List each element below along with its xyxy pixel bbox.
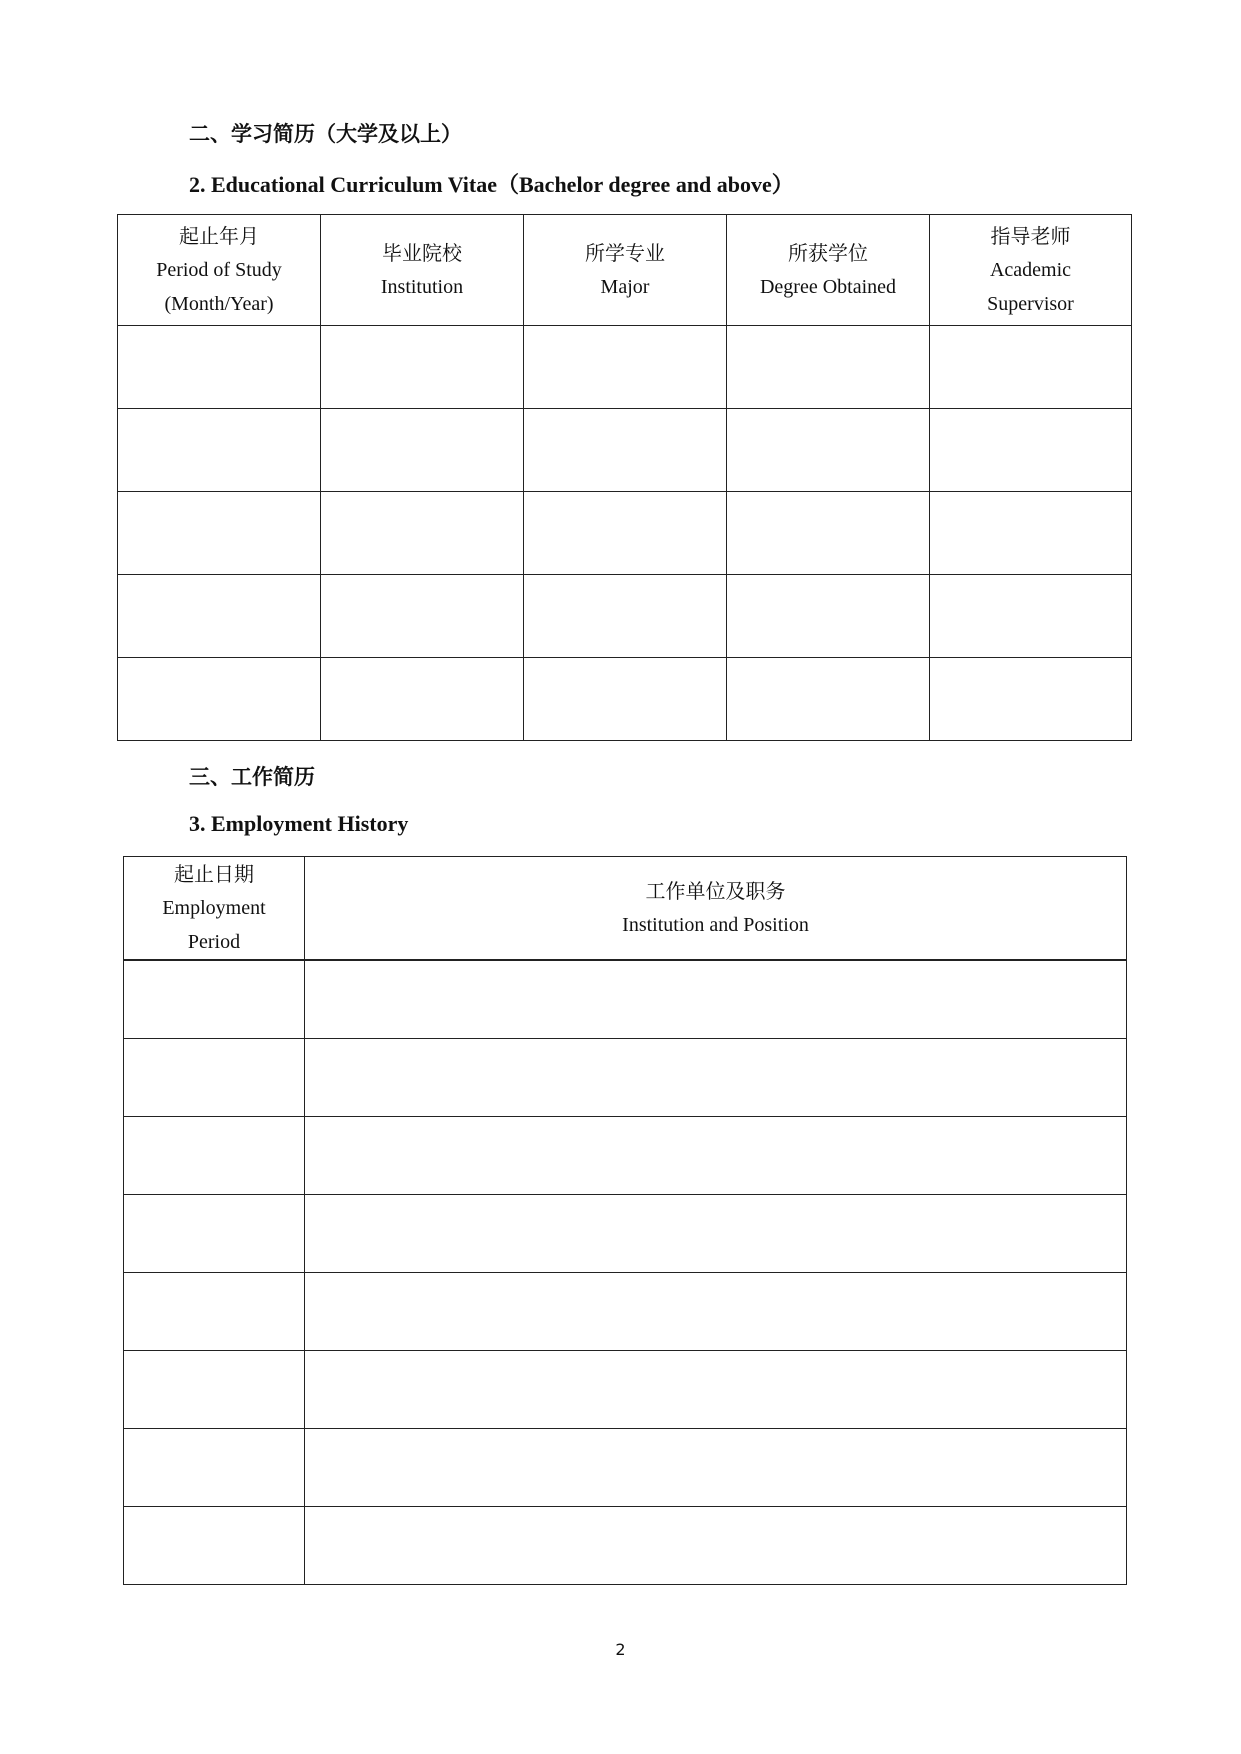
column-header-en: (Month/Year) [164, 293, 274, 315]
table-cell[interactable] [305, 1117, 1127, 1195]
table-cell[interactable] [930, 492, 1132, 575]
table-cell[interactable] [305, 1351, 1127, 1429]
education-heading-zh: 二、学习简历（大学及以上） [189, 122, 462, 146]
table-cell[interactable] [524, 326, 727, 409]
table-row [124, 1507, 1127, 1585]
column-header-en: Employment [162, 897, 266, 919]
table-cell[interactable] [124, 1273, 305, 1351]
table-row [124, 1195, 1127, 1273]
table-cell[interactable] [930, 658, 1132, 741]
table-cell[interactable] [118, 658, 321, 741]
table-cell[interactable] [727, 575, 930, 658]
table-cell[interactable] [118, 409, 321, 492]
employment-heading-zh: 三、工作简历 [189, 765, 315, 789]
table-cell[interactable] [305, 1507, 1127, 1585]
table-cell[interactable] [727, 658, 930, 741]
table-cell[interactable] [124, 1039, 305, 1117]
column-header-en: Academic [989, 259, 1072, 281]
table-cell[interactable] [727, 409, 930, 492]
column-header-en: Period of Study [156, 259, 282, 281]
table-cell[interactable] [930, 326, 1132, 409]
table-row [118, 326, 1132, 409]
table-cell[interactable] [321, 658, 524, 741]
table-cell[interactable] [124, 960, 305, 1039]
table-cell[interactable] [321, 409, 524, 492]
table-cell[interactable] [118, 492, 321, 575]
table-cell[interactable] [124, 1351, 305, 1429]
table-cell[interactable] [524, 492, 727, 575]
column-header-en: Institution and Position [622, 914, 809, 936]
table-cell[interactable] [321, 326, 524, 409]
employment-heading-en: 3. Employment History [189, 811, 409, 836]
column-header-en: Period [187, 931, 241, 953]
table-cell[interactable] [727, 492, 930, 575]
table-cell[interactable] [124, 1195, 305, 1273]
table-cell[interactable] [930, 575, 1132, 658]
table-row [118, 409, 1132, 492]
table-cell[interactable] [305, 1273, 1127, 1351]
table-cell[interactable] [305, 1039, 1127, 1117]
table-row [124, 1429, 1127, 1507]
table-row [118, 492, 1132, 575]
table-row [124, 1039, 1127, 1117]
column-header-zh: 工作单位及职务 [645, 879, 786, 903]
column-header [124, 857, 305, 961]
column-header-en: Institution [380, 276, 464, 298]
table-row [124, 1273, 1127, 1351]
column-header [727, 215, 930, 326]
table-cell[interactable] [524, 575, 727, 658]
column-header-en: Supervisor [987, 293, 1074, 315]
table-cell[interactable] [524, 409, 727, 492]
table-row [124, 1351, 1127, 1429]
table-cell[interactable] [124, 1117, 305, 1195]
table-cell[interactable] [305, 1429, 1127, 1507]
education-heading-en: 2. Educational Curriculum Vitae（Bachelor degree and above） [189, 172, 794, 197]
table-cell[interactable] [118, 575, 321, 658]
table-row [124, 1117, 1127, 1195]
column-header [118, 215, 321, 326]
employment-table [123, 856, 1127, 1585]
table-cell[interactable] [321, 575, 524, 658]
table-row [124, 960, 1127, 1039]
table-cell[interactable] [118, 326, 321, 409]
table-cell[interactable] [124, 1507, 305, 1585]
column-header [305, 857, 1127, 961]
column-header-en: Major [600, 276, 650, 298]
column-header-zh: 起止日期 [174, 862, 254, 886]
column-header-zh: 所获学位 [788, 241, 868, 265]
table-row [118, 575, 1132, 658]
column-header-zh: 指导老师 [990, 224, 1071, 248]
column-header [930, 215, 1132, 326]
table-cell[interactable] [124, 1429, 305, 1507]
column-header [321, 215, 524, 326]
table-cell[interactable] [305, 1195, 1127, 1273]
table-cell[interactable] [305, 960, 1127, 1039]
column-header [524, 215, 727, 326]
column-header-zh: 所学专业 [585, 241, 665, 265]
column-header-zh: 毕业院校 [382, 241, 462, 265]
table-cell[interactable] [524, 658, 727, 741]
header-row [124, 857, 1127, 961]
column-header-zh: 起止年月 [179, 224, 259, 248]
education-table [117, 214, 1132, 741]
page-number: 2 [615, 1640, 626, 1659]
column-header-en: Degree Obtained [759, 276, 897, 298]
header-row [118, 215, 1132, 326]
table-cell[interactable] [930, 409, 1132, 492]
table-row [118, 658, 1132, 741]
table-cell[interactable] [321, 492, 524, 575]
table-cell[interactable] [727, 326, 930, 409]
